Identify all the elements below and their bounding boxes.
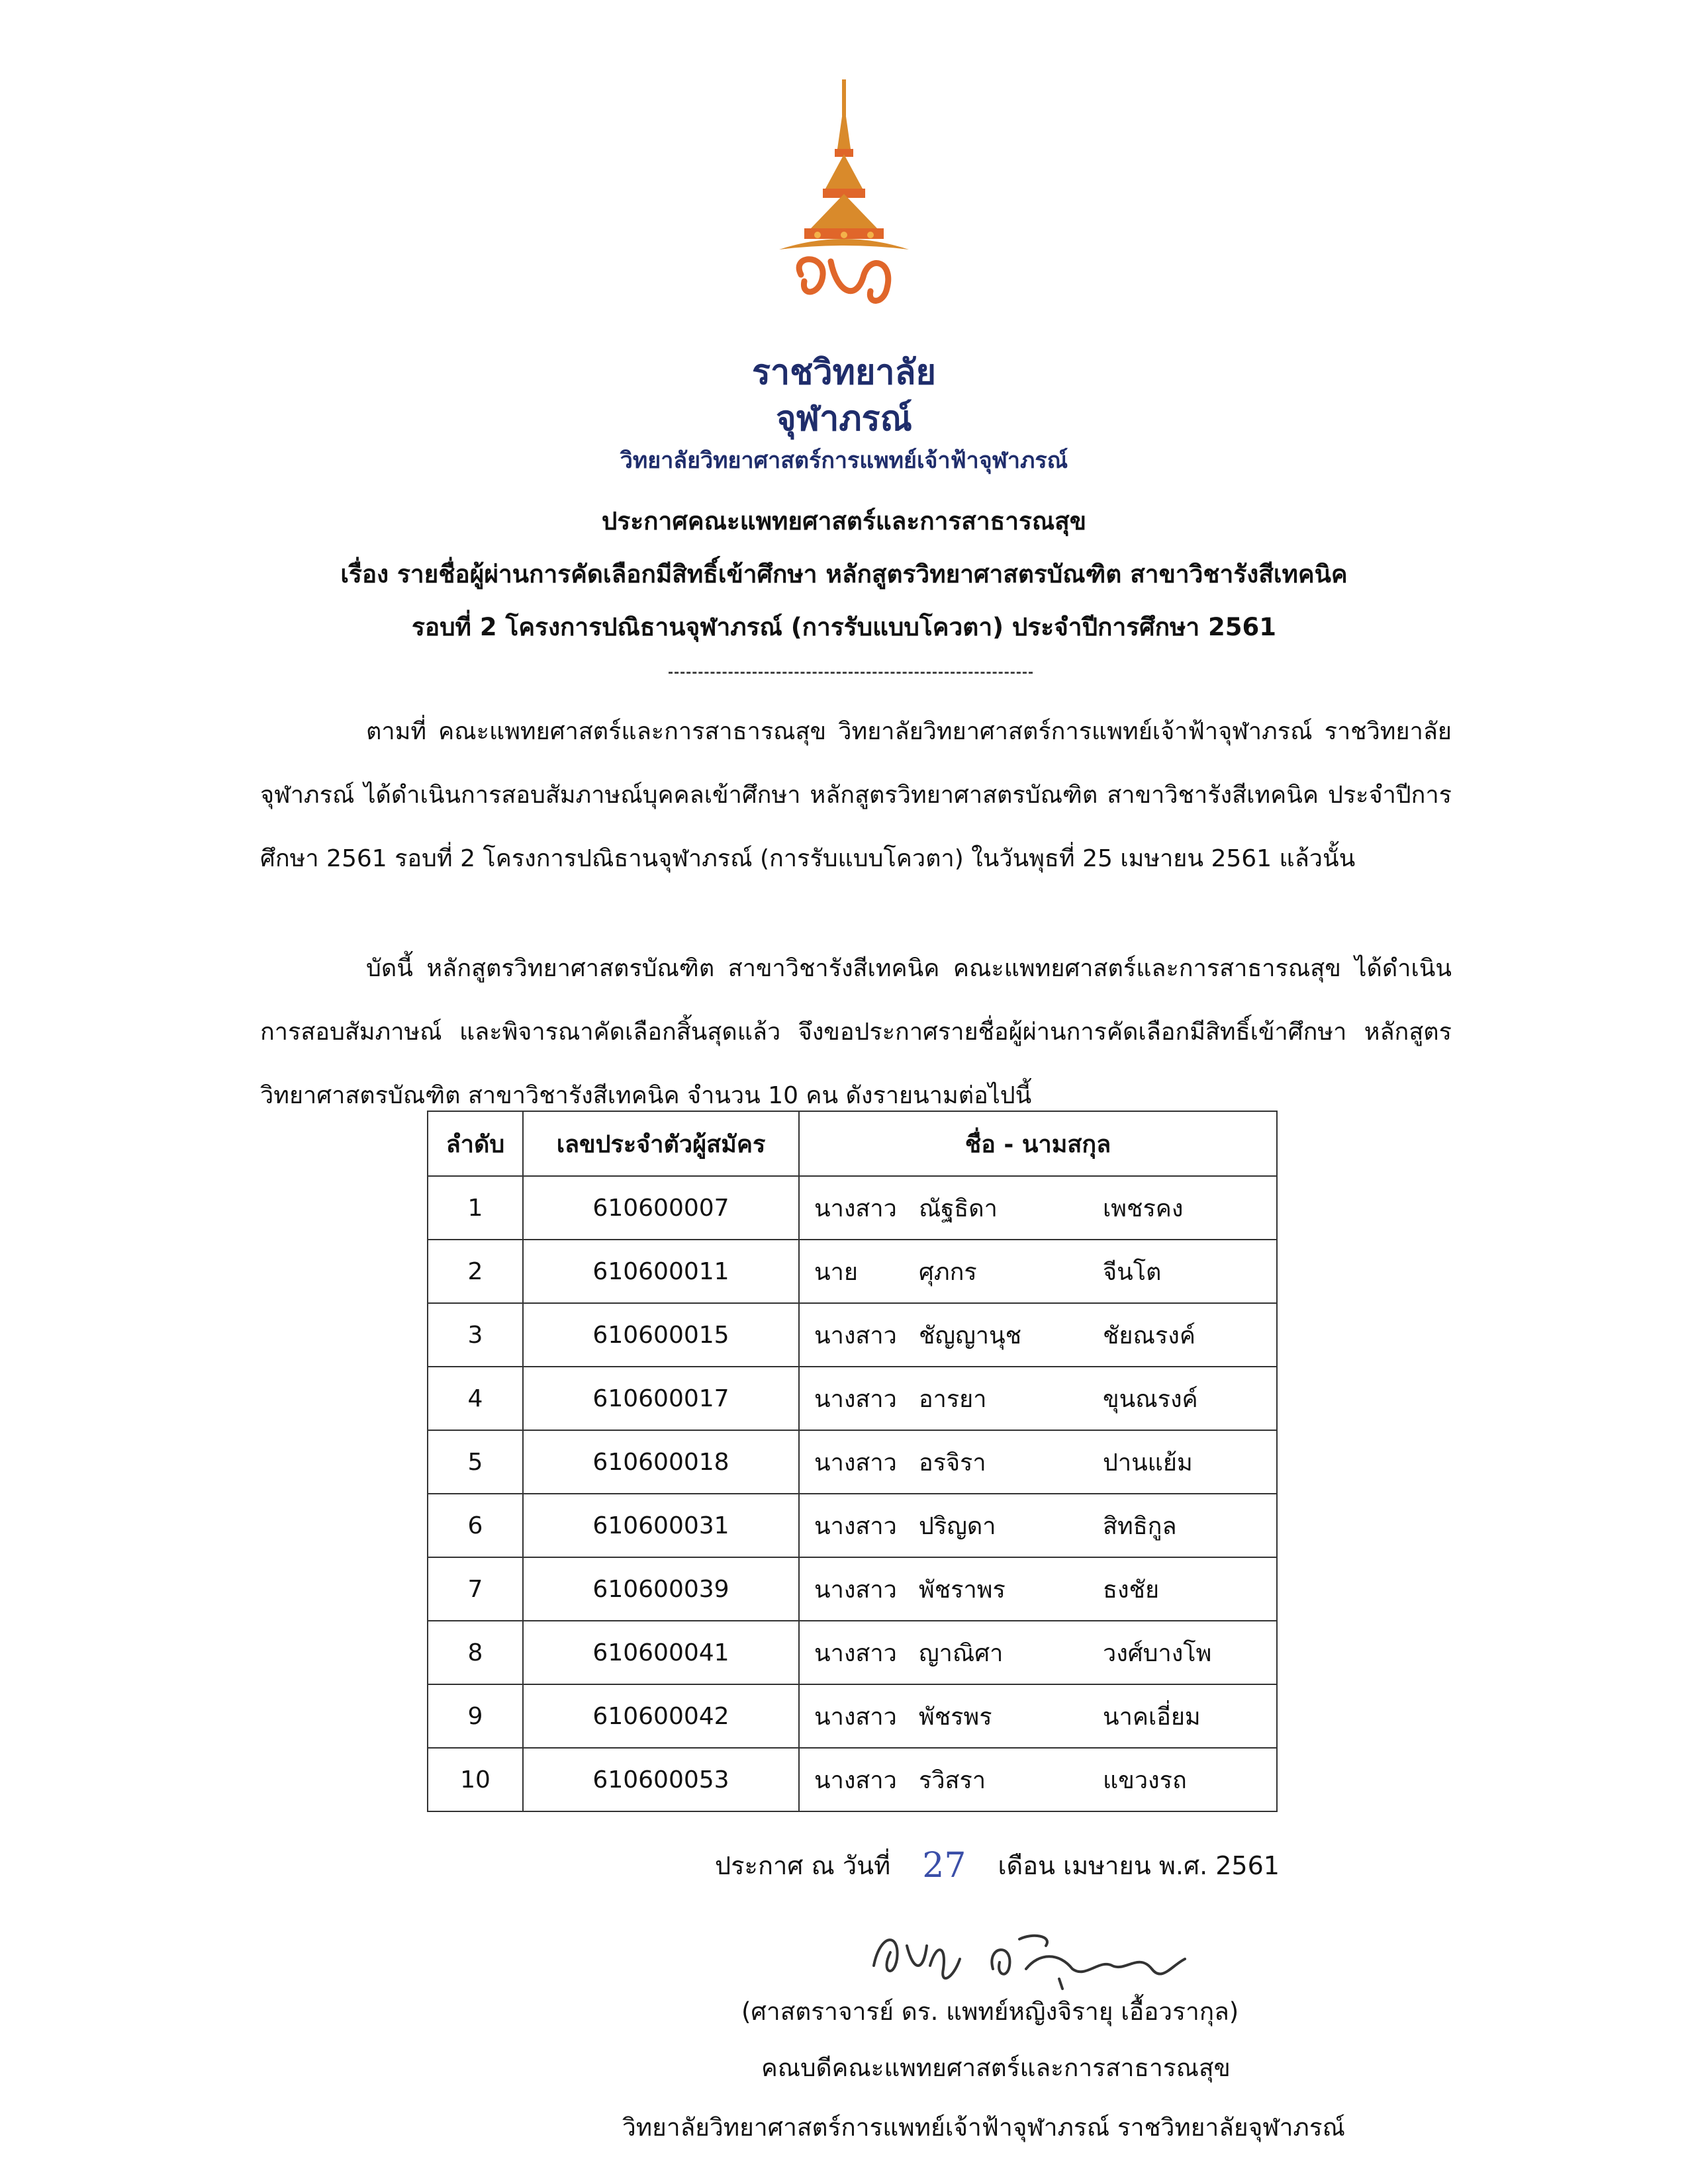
first-name: ชัญญานุช — [919, 1322, 1022, 1349]
applicant-id: 610600053 — [523, 1748, 799, 1811]
name-title: นาย — [814, 1258, 858, 1286]
signer-name: (ศาสตราจารย์ ดร. แพทย์หญิงจิรายุ เอื้อวรากุล) — [741, 1997, 1239, 2026]
table-row — [428, 1367, 1277, 1430]
last-name: ขุนณรงค์ — [1103, 1385, 1198, 1413]
first-name: อารยา — [919, 1385, 987, 1413]
applicant-id: 610600015 — [523, 1303, 799, 1367]
applicant-id: 610600041 — [523, 1621, 799, 1684]
first-name: ศุภกร — [919, 1258, 977, 1286]
header-applicant-id: เลขประจำตัวผู้สมัคร — [523, 1111, 799, 1176]
header-no: ลำดับ — [428, 1111, 523, 1176]
last-name: ธงชัย — [1103, 1576, 1160, 1604]
name-title: นางสาว — [814, 1766, 897, 1794]
applicant-id: 610600011 — [523, 1240, 799, 1303]
institution-subtitle: วิทยาลัยวิทยาศาสตร์การแพทย์เจ้าฟ้าจุฬาภรณ์ — [620, 447, 1068, 474]
announcement-round: รอบที่ 2 โครงการปณิธานจุฬาภรณ์ (การรับแบบโควตา) ประจำปีการศึกษา 2561 — [411, 613, 1277, 641]
row-number: 2 — [428, 1240, 523, 1303]
full-name-cell — [799, 1240, 1277, 1303]
table-row — [428, 1494, 1277, 1557]
name-title: นางสาว — [814, 1195, 897, 1222]
signer-organization: วิทยาลัยวิทยาศาสตร์การแพทย์เจ้าฟ้าจุฬาภรณ์ ราชวิทยาลัยจุฬาภรณ์ — [622, 2113, 1345, 2142]
name-title: นางสาว — [814, 1512, 897, 1540]
applicant-id: 610600031 — [523, 1494, 799, 1557]
last-name: นาคเอี่ยม — [1103, 1703, 1201, 1731]
row-number: 10 — [428, 1748, 523, 1811]
full-name-cell — [799, 1367, 1277, 1430]
applicant-id: 610600017 — [523, 1367, 799, 1430]
institution-name: ราชวิทยาลัย — [752, 353, 936, 392]
table-row — [428, 1303, 1277, 1367]
table-row — [428, 1748, 1277, 1811]
announcement-subject: เรื่อง รายชื่อผู้ผ่านการคัดเลือกมีสิทธิ์เข้าศึกษา หลักสูตรวิทยาศาสตรบัณฑิต สาขาวิชารังสีเทคนิค — [340, 560, 1348, 588]
table-row — [428, 1240, 1277, 1303]
full-name-cell — [799, 1303, 1277, 1367]
name-title: นางสาว — [814, 1576, 897, 1604]
announcement-title: ประกาศคณะแพทยศาสตร์และการสาธารณสุข — [601, 507, 1087, 535]
full-name-cell — [799, 1684, 1277, 1748]
first-name: รวิสรา — [919, 1766, 986, 1794]
first-name: ญาณิศา — [919, 1639, 1004, 1667]
last-name: ชัยณรงค์ — [1103, 1322, 1196, 1349]
row-number: 8 — [428, 1621, 523, 1684]
row-number: 6 — [428, 1494, 523, 1557]
name-title: นางสาว — [814, 1385, 897, 1413]
name-title: นางสาว — [814, 1639, 897, 1667]
row-number: 5 — [428, 1430, 523, 1494]
applicant-id: 610600039 — [523, 1557, 799, 1621]
last-name: แขวงรถ — [1103, 1766, 1187, 1794]
last-name: สิทธิกูล — [1103, 1512, 1177, 1540]
full-name-cell — [799, 1621, 1277, 1684]
table-row — [428, 1176, 1277, 1240]
selected-students-table — [427, 1111, 1278, 1812]
header-full-name: ชื่อ - นามสกุล — [799, 1111, 1277, 1176]
table-row — [428, 1557, 1277, 1621]
last-name: ปานแย้ม — [1103, 1449, 1193, 1477]
date-day: 27 — [922, 1846, 966, 1886]
full-name-cell — [799, 1176, 1277, 1240]
row-number: 7 — [428, 1557, 523, 1621]
signer-position: คณบดีคณะแพทยศาสตร์และการสาธารณสุข — [761, 2054, 1231, 2082]
table-row — [428, 1621, 1277, 1684]
last-name: วงศ์บางโพ — [1103, 1639, 1212, 1667]
row-number: 3 — [428, 1303, 523, 1367]
name-title: นางสาว — [814, 1449, 897, 1477]
first-name: ณัฐธิดา — [919, 1195, 998, 1222]
first-name: อรจิรา — [919, 1449, 986, 1477]
first-name: ปริญดา — [919, 1512, 996, 1540]
full-name-cell — [799, 1430, 1277, 1494]
name-title: นางสาว — [814, 1703, 897, 1731]
date-prefix: ประกาศ ณ วันที่ — [715, 1851, 891, 1880]
row-number: 4 — [428, 1367, 523, 1430]
applicant-id: 610600007 — [523, 1176, 799, 1240]
applicant-id: 610600042 — [523, 1684, 799, 1748]
row-number: 1 — [428, 1176, 523, 1240]
full-name-cell — [799, 1748, 1277, 1811]
handwritten-signature — [861, 1906, 1205, 1992]
body-paragraph-1: ตามที่ คณะแพทยศาสตร์และการสาธารณสุข วิทยาลัยวิทยาศาสตร์การแพทย์เจ้าฟ้าจุฬาภรณ์ ราชวิทยาลัยจุฬาภรณ์ ได้ดำเนินการสอบสัมภาษณ์บุคคลเข้าศึกษา หลักสูตรวิทยาศาสตรบัณฑิต สาขาวิชารังสีเทคนิค ประจำปีการศึกษา 2561 รอบที่ 2 โครงการปณิธานจุฬาภรณ์ (การรับแบบโควตา) ในวันพุธที่ 25 เมษายน 2561 แล้วนั้น — [260, 718, 1452, 872]
royal-crest-logo-icon — [738, 76, 950, 311]
last-name: จีนโต — [1103, 1258, 1162, 1286]
institution-name-line2: จุฬาภรณ์ — [776, 399, 912, 439]
full-name-cell — [799, 1494, 1277, 1557]
body-paragraph-2: บัดนี้ หลักสูตรวิทยาศาสตรบัณฑิต สาขาวิชารังสีเทคนิค คณะแพทยศาสตร์และการสาธารณสุข ได้ดำเนินการสอบสัมภาษณ์ และพิจารณาคัดเลือกสิ้นสุดแล้ว จึงขอประกาศรายชื่อผู้ผ่านการคัดเลือกมีสิทธิ์เข้าศึกษา หลักสูตรวิทยาศาสตรบัณฑิต สาขาวิชารังสีเทคนิค จำนวน 10 คน ดังรายนามต่อไปนี้ — [260, 955, 1452, 1109]
applicant-id: 610600018 — [523, 1430, 799, 1494]
table-header-row — [428, 1111, 1277, 1176]
table-row — [428, 1684, 1277, 1748]
first-name: พัชรพร — [919, 1703, 992, 1731]
date-suffix: เดือน เมษายน พ.ศ. 2561 — [998, 1851, 1280, 1880]
last-name: เพชรคง — [1103, 1195, 1184, 1222]
row-number: 9 — [428, 1684, 523, 1748]
announcement-date — [715, 1845, 1280, 1886]
name-title: นางสาว — [814, 1322, 897, 1349]
table-row — [428, 1430, 1277, 1494]
title-divider — [669, 672, 1033, 674]
first-name: พัชราพร — [919, 1576, 1006, 1604]
full-name-cell — [799, 1557, 1277, 1621]
